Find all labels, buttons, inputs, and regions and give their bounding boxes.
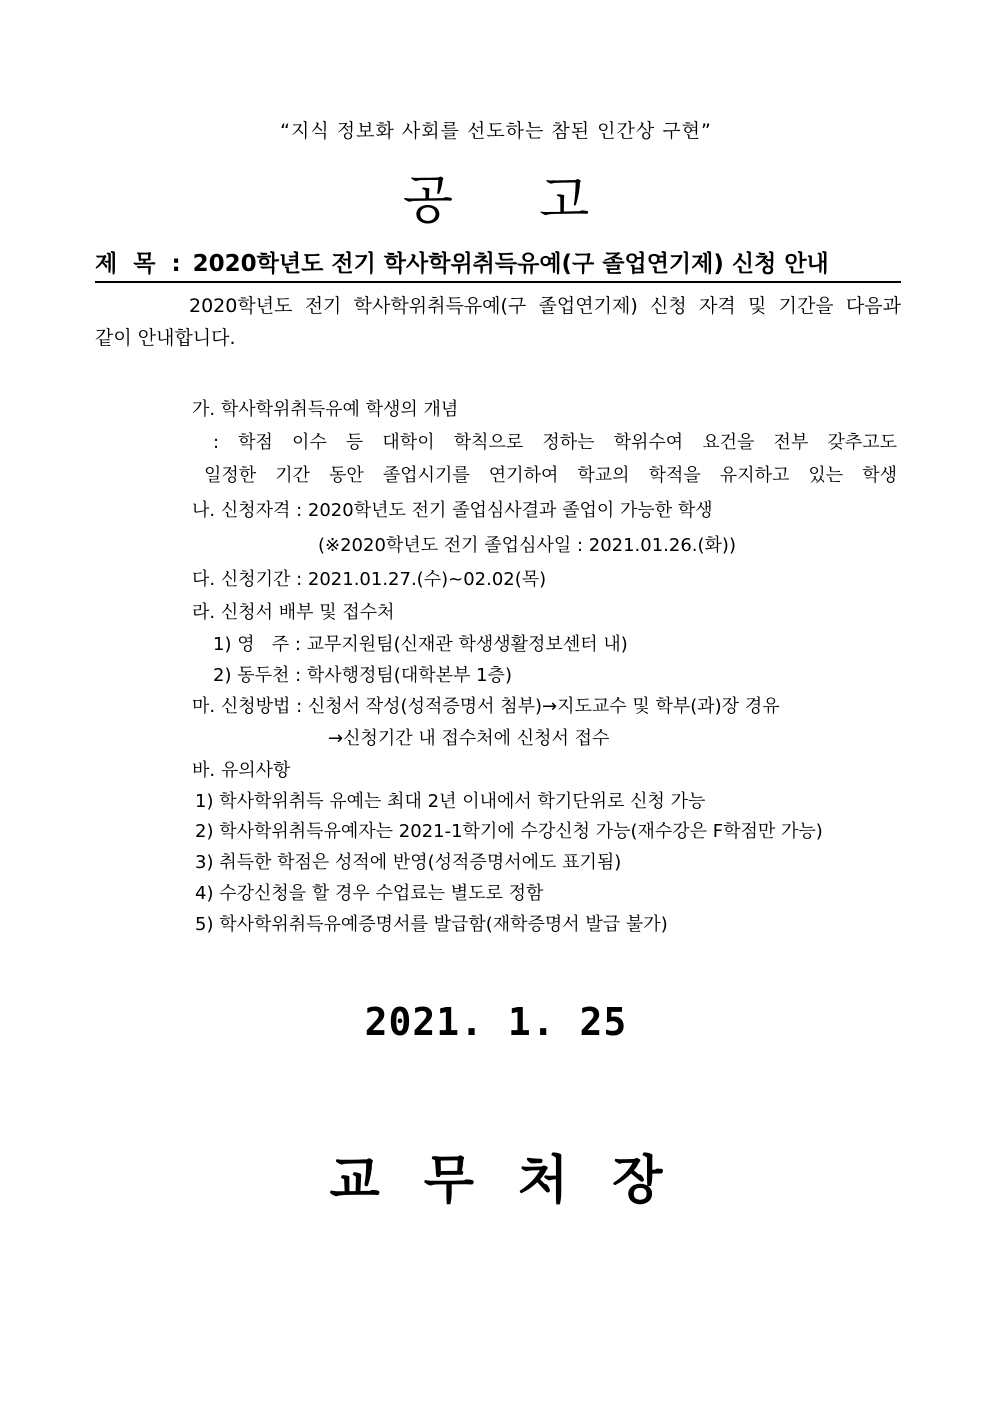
item-ra-2: 2) 동두천 : 학사행정팀(대학본부 1층) (213, 665, 512, 686)
item-ra-title: 라. 신청서 배부 및 접수처 (192, 602, 395, 623)
item-ba-1: 1) 학사학위취득 유예는 최대 2년 이내에서 학기단위로 신청 가능 (195, 791, 706, 812)
item-ga-desc-1: : 학점 이수 등 대학이 학칙으로 정하는 학위수여 요건을 전부 갖추고도 (213, 432, 897, 453)
notice-date: 2021. 1. 25 (364, 1000, 628, 1044)
item-da-title: 다. 신청기간 : 2021.01.27.(수)~02.02(목) (192, 569, 547, 590)
item-ra-1: 1) 영 주 : 교무지원팀(신재관 학생생활정보센터 내) (213, 634, 628, 655)
subject-line (95, 245, 901, 278)
item-ma-title: 마. 신청방법 : 신청서 작성(성적증명서 첨부)→지도교수 및 학부(과)장 경유 (192, 696, 780, 717)
intro-line-2: 같이 안내합니다. (95, 327, 236, 349)
item-ga-desc-2: 일정한 기간 동안 졸업시기를 연기하여 학교의 학적을 유지하고 있는 학생 (204, 465, 897, 486)
intro-paragraph (95, 290, 901, 354)
motto-text: “지식 정보화 사회를 선도하는 참된 인간상 구현” (280, 120, 712, 142)
signer-char-1: 교 (329, 1150, 380, 1211)
heading-char-2: 고 (539, 171, 590, 231)
item-na-note: (※2020학년도 전기 졸업심사일 : 2021.01.26.(화)) (318, 535, 736, 556)
item-ma-cont: →신청기간 내 접수처에 신청서 접수 (328, 728, 610, 749)
signer-char-4: 장 (612, 1150, 663, 1211)
intro-line-1: 2020학년도 전기 학사학위취득유예(구 졸업연기제) 신청 자격 및 기간을 다음과 (189, 295, 901, 317)
item-ga-title: 가. 학사학위취득유예 학생의 개념 (192, 399, 459, 420)
signer-char-2: 무 (423, 1150, 474, 1211)
heading-char-1: 공 (402, 171, 453, 231)
item-na-title: 나. 신청자격 : 2020학년도 전기 졸업심사결과 졸업이 가능한 학생 (192, 500, 713, 521)
subject-divider (95, 281, 901, 283)
signer-char-3: 처 (518, 1150, 569, 1211)
item-ba-4: 4) 수강신청을 할 경우 수업료는 별도로 정함 (195, 883, 544, 904)
item-ba-5: 5) 학사학위취득유예증명서를 발급함(재학증명서 발급 불가) (195, 914, 668, 935)
signer-title (0, 1138, 992, 1213)
subject-label: 제 목 : (95, 251, 185, 277)
subject-title: 2020학년도 전기 학사학위취득유예(구 졸업연기제) 신청 안내 (192, 251, 829, 277)
item-ba-title: 바. 유의사항 (192, 760, 291, 781)
item-ba-3: 3) 취득한 학점은 성적에 반영(성적증명서에도 표기됨) (195, 852, 622, 873)
notice-heading (0, 158, 992, 233)
item-ba-2: 2) 학사학위취득유예자는 2021-1학기에 수강신청 가능(재수강은 F학점만 가능) (195, 821, 823, 842)
